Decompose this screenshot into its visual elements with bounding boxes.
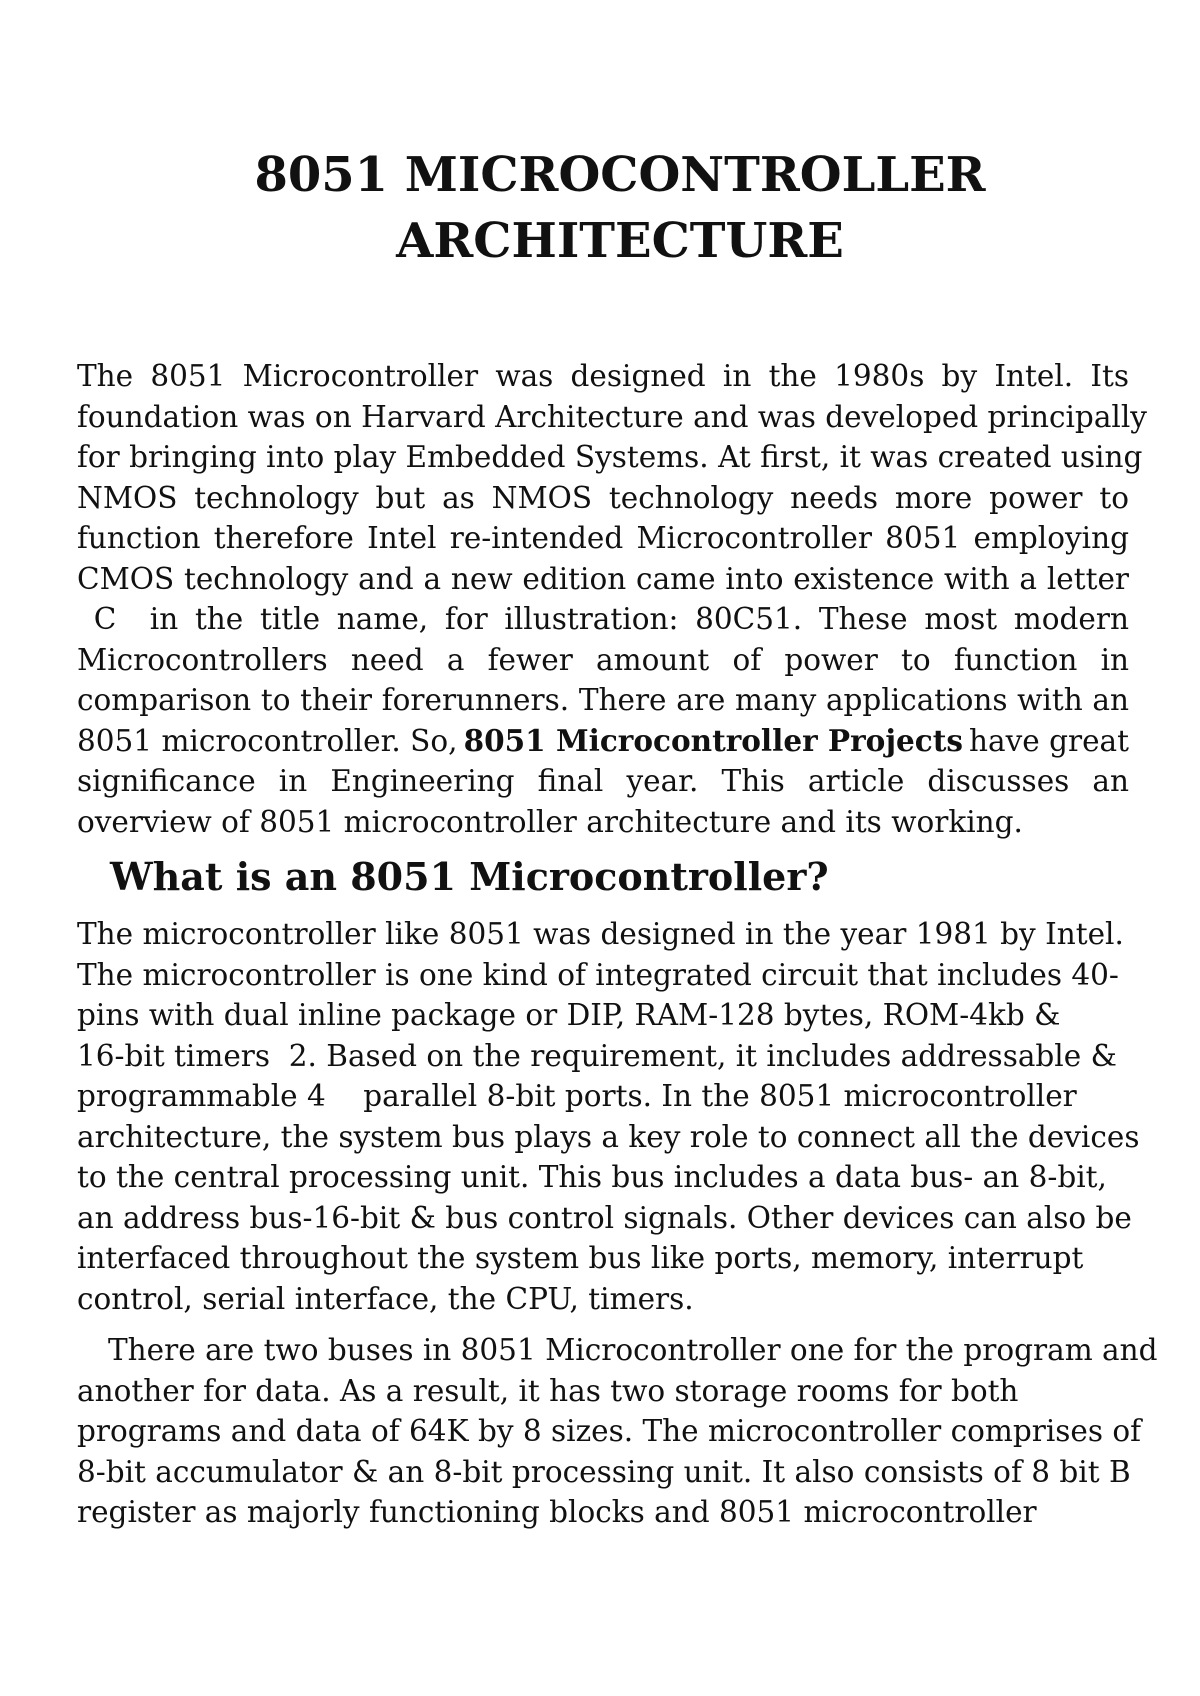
paragraph-line: register as majorly functioning blocks and 8051 microcontroller	[77, 1495, 1037, 1529]
paragraph-line: to the central processing unit. This bus includes a data bus- an 8-bit,	[77, 1160, 1107, 1194]
paragraph-line: programmable 4 parallel 8-bit ports. In the 8051 microcontroller	[77, 1079, 1077, 1113]
page-title	[120, 142, 1120, 274]
section-paragraph	[77, 914, 1140, 1319]
title-line-2: ARCHITECTURE	[396, 213, 844, 269]
intro-paragraph	[77, 356, 1147, 842]
paragraph-line: for bringing into play Embedded Systems. At first, it was created using	[77, 440, 1143, 474]
paragraph-line-with-bold	[77, 721, 1129, 762]
paragraph-line: The microcontroller is one kind of integrated circuit that includes 40-	[77, 957, 1119, 992]
second-paragraph	[77, 1330, 1158, 1533]
paragraph-line: pins with dual inline package or DIP, RAM-128 bytes, ROM-4kb &	[77, 998, 1061, 1032]
title-line-1: 8051 MICROCONTROLLER	[254, 147, 986, 203]
paragraph-line: comparison to their forerunners. There are many applications with an	[77, 683, 1129, 717]
paragraph-text: 8051 microcontroller. So,	[77, 723, 458, 758]
paragraph-line: CMOS technology and a new edition came into existence with a letter	[77, 561, 1129, 596]
paragraph-line: architecture, the system bus plays a key role to connect all the devices	[77, 1119, 1140, 1154]
paragraph-line: C in the title name, for illustration: 80C51. These most modern	[77, 602, 1129, 636]
paragraph-line: foundation was on Harvard Architecture and was developed principally	[77, 399, 1147, 434]
paragraph-line: Microcontrollers need a fewer amount of power to function in	[77, 642, 1129, 677]
paragraph-line: interfaced throughout the system bus like ports, memory, interrupt	[77, 1241, 1084, 1275]
paragraph-line: 8-bit accumulator & an 8-bit processing unit. It also consists of 8 bit B	[77, 1454, 1131, 1489]
paragraph-line: There are two buses in 8051 Microcontroller one for the program and	[108, 1333, 1158, 1367]
paragraph-line: 16-bit timers 2. Based on the requirement, it includes addressable &	[77, 1038, 1117, 1073]
paragraph-line: NMOS technology but as NMOS technology needs more power to	[77, 480, 1129, 515]
paragraph-line: The microcontroller like 8051 was designed in the year 1981 by Intel.	[77, 917, 1124, 951]
paragraph-line: another for data. As a result, it has two storage rooms for both	[77, 1373, 1019, 1408]
paragraph-text: have great	[969, 723, 1129, 758]
paragraph-line: overview of 8051 microcontroller architecture and its working.	[77, 804, 1023, 839]
paragraph-line: The 8051 Microcontroller was designed in the 1980s by Intel. Its	[77, 359, 1129, 393]
paragraph-line: significance in Engineering final year. This article discusses an	[77, 764, 1129, 798]
paragraph-line: programs and data of 64K by 8 sizes. The microcontroller comprises of	[77, 1414, 1142, 1448]
paragraph-line: control, serial interface, the CPU, timers.	[77, 1281, 694, 1316]
paragraph-line: function therefore Intel re-intended Microcontroller 8051 employing	[77, 521, 1129, 555]
bold-phrase: 8051 Microcontroller Projects	[463, 722, 963, 758]
section-heading: What is an 8051 Microcontroller?	[110, 854, 829, 899]
paragraph-line: an address bus-16-bit & bus control signals. Other devices can also be	[77, 1200, 1132, 1235]
